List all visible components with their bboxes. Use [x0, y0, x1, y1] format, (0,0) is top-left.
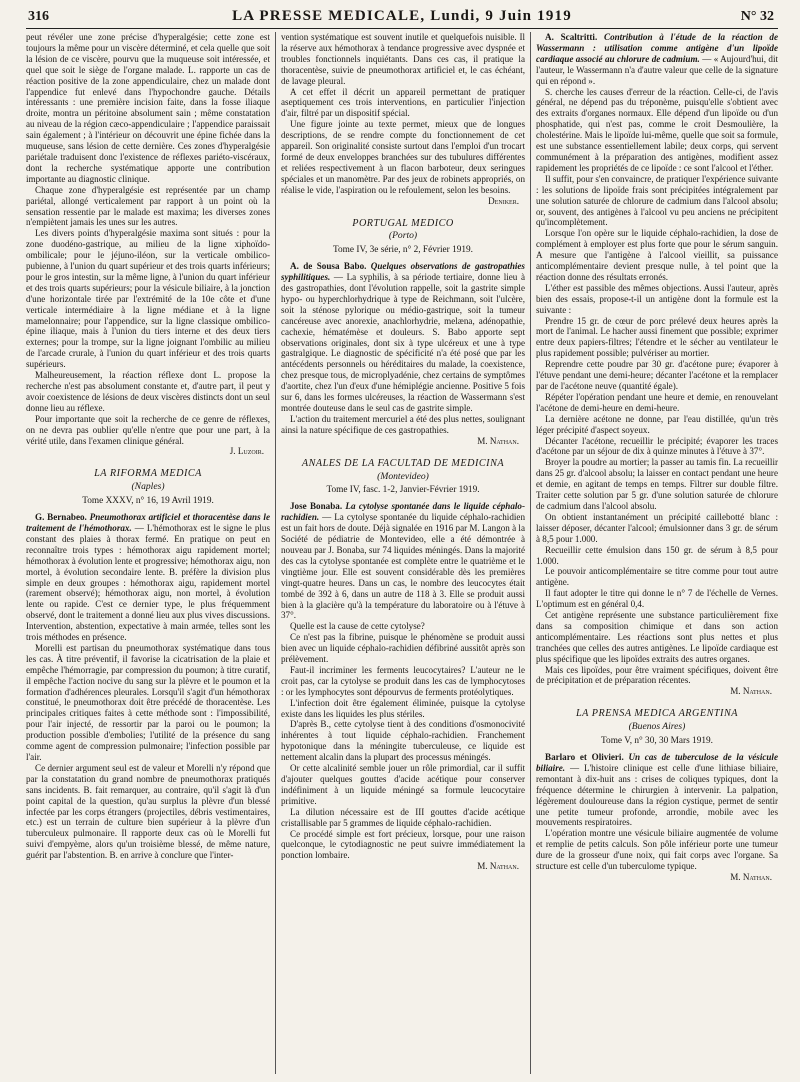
paragraph: Pour importante que soit la recherche de ce genre de réflexes, on ne devra pas oublier qu'elle n'entre que pour une part, à la vérité utile, dans l'examen clinique général.	[26, 413, 270, 446]
paragraph: Quelle est la cause de cette cytolyse?	[290, 621, 425, 632]
paragraph: On obtient instantanément un précipité caillebotté blanc : laisser déposer, décanter l'alcool; émulsionner dans 3 gr. de sérum à 8,5 pour 1.000.	[536, 511, 778, 544]
article-author: Barlaro et Olivieri.	[545, 752, 624, 762]
article-paragraph	[536, 752, 778, 828]
journal-issue: Tome V, n° 30, 30 Mars 1919.	[601, 736, 713, 747]
paragraph: Il suffit, pour s'en convaincre, de pratiquer l'expérience suivante : les solutions de lipoïde frais sont précipitées intégralement par une solution saturée de chlorure de cadmium dans l'alcool absolu; or, souvent, des antigènes à l'alcool vu peu anciens ne précipitent qu'incomplètement.	[536, 173, 778, 228]
signature: J. Luzoir.	[229, 446, 264, 457]
paragraph: Le pouvoir anticomplémentaire se titre comme pour tout autre antigène.	[536, 566, 778, 588]
paragraph: Cet antigène représente une substance particulièrement fixe dans sa composition chimique et dans son action anticomplémentaire. Les réactions sont plus nettes et plus tranchées que celles des autres antigènes. Le lipoïde cardiaque est plus spécifique que les lipoïdes extraits des autres organes.	[536, 610, 778, 664]
column-divider	[530, 32, 531, 1074]
journal-title: ANALES DE LA FACULTAD DE MEDICINA	[301, 457, 505, 469]
paragraph: L'infection doit être également éliminée, puisque la cytolyse existe dans les liquides les plus stériles.	[281, 697, 525, 719]
paragraph: Ce procédé simple est fort précieux, lorsque, pour une raison quelconque, le cytodiagnostic ne peut suivre immédiatement la ponction lombaire.	[281, 828, 525, 861]
page-number: 316	[28, 9, 49, 24]
article-author: A. Scaltritti.	[545, 32, 598, 42]
paragraph: Décanter l'acétone, recueillir le précipité; évaporer les traces d'acétone par un séjour de dix à quinze minutes à l'étuve à 37°.	[536, 435, 778, 457]
paragraph: A cet effet il décrit un appareil permettant de pratiquer aseptiquement ces trois interventions, en particulier l'injection d'air, filtré par un dispositif spécial.	[281, 86, 525, 119]
signature: M. Nathan.	[730, 686, 772, 697]
journal-issue: Tome XXXV, n° 16, 19 Avril 1919.	[82, 496, 214, 507]
article-paragraph	[536, 32, 778, 87]
paragraph: Répéter l'opération pendant une heure et demie, en renouvelant l'acétone de demi-heure en demi-heure.	[536, 391, 778, 413]
article-title: Pneumothorax artificiel et thoracentèse dans le traitement de l'hémothorax.	[26, 512, 270, 533]
paragraph: Morelli est partisan du pneumothorax systématique dans tous les cas. À titre préventif, il favorise la cicatrisation de la plaie et empêche l'hémorragie, par compression du poumon; à titre curatif, il empêche l'action nocive du sang sur la plèvre et le poumon et la formation d'adhérences pleurales. Lorsqu'il s'agit d'un hémothorax constitué, le pneumothorax doit être précédé de thoracentèse. Les principales critiques faites à cette méthode sont : l'impossibilité, pour l'air injecté, de ressortir par la paroi ou le poumon; la production possible d'embolies; l'utilité de la présence du sang comme agent de compression pulmonaire; l'infection possible par l'air.	[26, 642, 270, 762]
signature: M. Nathan.	[477, 861, 519, 872]
paragraph: Chaque zone d'hyperalgésie est représentée par un champ pariétal, allongé verticalement par rapport à un point où la sensation ressentie par le malade est maxima; les diverses zones n'empiètent jamais les unes sur les autres.	[26, 184, 270, 228]
issue-number: N° 32	[740, 9, 774, 24]
paragraph: L'éther est passible des mêmes objections. Aussi l'auteur, après bien des essais, propose-t-il un antigène dont la formule est la suivante :	[536, 282, 778, 315]
paragraph: Une figure jointe au texte permet, mieux que de longues descriptions, de se rendre compte du fonctionnement de cet appareil. Son originalité consiste surtout dans l'emploi d'un trocart formé de deux enveloppes branchées sur des tubulures différentes et reliées respectivement à un flacon barboteur, deux seringues spéciales et un manomètre. Par des jeux de robinets appropriés, on réalise le vide, l'aspiration ou le refoulement, selon les besoins.	[281, 119, 525, 195]
paragraph: Mais ces lipoïdes, pour être vraiment spécifiques, doivent être de précipitation et de préparation récentes.	[536, 664, 778, 686]
journal-city: (Porto)	[388, 230, 418, 242]
journal-issue: Tome IV, fasc. 1-2, Janvier-Février 1919.	[326, 485, 480, 496]
page-header	[26, 6, 778, 29]
paragraph: Il faut adopter le titre qui donne le n° 7 de l'échelle de Vernes. L'optimum est en général 0,4.	[536, 588, 778, 610]
article-author: Jose Bonaba.	[290, 501, 343, 512]
article-text: — La cytolyse spontanée du liquide céphalo-rachidien est un fait hors de doute. Déjà signalée en 1916 par M. Langon à la Société de pédiatrie de Montevideo, elle a été démontrée à nouveau par J. Bonaba, sur 74 liquides méningés. Dans la majorité des cas la cytolyse spontanée est complète entre le quatrième et le vingtième jour. Elle est souvent considérable dès les premières vingt-quatre heures. Dans un cas, le nombre des leucocytes était tombé de 392 à 6, dans un autre de 118 à 3. Elle se produit aussi bien à la glacière qu'à la température du laboratoire ou à l'étuve à 37°.	[281, 512, 525, 621]
article-paragraph	[26, 512, 270, 643]
paragraph: vention systématique est souvent inutile et quelquefois nuisible. Il la réserve aux hémothorax à tendance progressive avec dyspnée et troubles fonctionnels inquiétants. Dans ces cas, il pratique la thoracentèse, suivie de pneumothorax artificiel et, le cas échéant, de lavage pleural.	[281, 32, 525, 86]
paragraph: Broyer la poudre au mortier; la passer au tamis fin. La recueillir dans 25 gr. d'alcool absolu; la laisser en contact pendant une heure et demie, en agitant de temps en temps. Filtrer sur double filtre. Traiter cette solution par 5 gr. d'une solution saturée de chlorure de cadmium dans l'alcool absolu.	[536, 457, 778, 511]
article-text: — La syphilis, à sa période tertiaire, donne lieu à des gastropathies, dont l'évolution rappelle, soit la gastrite simple hypo- ou hyperchlorhydrique à type de Reichmann, soit l'ulcère, soit la sténose pylorique ou médio-gastrique, soit la tumeur cancéreuse avec anorexie, anachlorhydrie, melæna, adénopathie, cachexie, hématémèse et douleurs. S. Babo apporte sept observations originales, dont six à type ulcéreux et une à type gastralgique. Le diagnostic de spécificité n'a été posé que par les antécédents personnels ou héréditaires du malade, la coexistence, chez presque tous, de microplyadénie, chez certains de symptômes d'aortite, chez l'un d'eux d'une hémiplégie ancienne. Positive 5 fois sur 6, dans les formes ulcéreuses, la réaction de Wassermann s'est montrée douteuse dans le seul cas de gastrite simple.	[281, 272, 525, 413]
journal-title: LA PRENSA MEDICA ARGENTINA	[576, 708, 738, 720]
paragraph: La dilution nécessaire est de III gouttes d'acide acétique cristallisable par 5 grammes de liquide céphalo-rachidien.	[281, 806, 525, 828]
journal-city: (Naples)	[131, 481, 165, 493]
article-author: A. de Sousa Babo.	[290, 261, 367, 272]
article-text: — L'hémothorax est le signe le plus constant des plaies à thorax fermé. En pratique on peut en reconnaître trois types : hémothorax aigu rapidement mortel; hémothorax à évolution lente et progressive; hémothorax aigu, non mortel, à évolution secondaire lente. B. préfère la division plus simple en deux groupes : hémothorax aigu, rapidement mortel (rarement observé); hémothorax aigu, non mortel, à évolution lente ou rapide. C'est ce dernier type, le plus fréquemment observé, dont le traitement a donné lieu aux plus vives discussions. Intervention, abstention, expectative à main armée, telles sont les trois méthodes en présence.	[26, 522, 270, 643]
paragraph: Reprendre cette poudre par 30 gr. d'acétone pure; évaporer à l'étuve pendant une demi-heure; décanter l'acétone et la remplacer par de l'acétone neuve (quantité égale).	[536, 359, 778, 391]
signature: M. Nathan.	[730, 871, 772, 882]
article-text: — L'histoire clinique est celle d'une lithiase biliaire, remontant à dix-huit ans : crises de coliques typiques, dont la fréquence détermine le chirurgien à intervenir. La palpation, légèrement douloureuse dans la région cystique, permet de sentir une petite tumeur profonde, arrondie, mobile avec les mouvements respiratoires.	[536, 762, 778, 828]
newspaper-title: LA PRESSE MEDICALE, Lundi, 9 Juin 1919	[232, 8, 572, 24]
paragraph: S. cherche les causes d'erreur de la réaction. Celle-ci, de l'avis général, ne dépend pas du tréponème, puisqu'elle s'obtient avec des extraits d'organes normaux. Elle dépend d'un lipoïde ou d'un phosphatide, qui n'est pas, comme le croit Desmoulière, la cholestérine. Mais le lipoïde lui-même, quelle que soit sa formule, est une substance essentiellement labile; deux corps, qui servent communément à la préparation des antigènes, modifient assez rapidement les propriétés de ce lipoïde : ce sont l'alcool et l'éther.	[536, 86, 778, 173]
journal-city: (Buenos Aires)	[628, 721, 686, 733]
journal-issue: Tome IV, 3e série, n° 2, Février 1919.	[333, 245, 473, 256]
article-title: La cytolyse spontanée dans le liquide céphalo-rachidien.	[281, 501, 525, 523]
paragraph: Ce n'est pas la fibrine, puisque le phénomène se produit aussi bien avec un liquide céphalo-rachidien défibriné aussitôt après son prélèvement.	[281, 632, 525, 665]
paragraph: Faut-il incriminer les ferments leucocytaires? L'auteur ne le croit pas, car la cytolyse se produit dans les cas de lymphocytoses : or les lymphocytes sont dépourvus de ferments protéolytiques.	[281, 664, 525, 697]
journal-title: LA RIFORMA MEDICA	[94, 468, 202, 480]
paragraph: Recueillir cette émulsion dans 150 gr. de sérum à 8,5 pour 1.000.	[536, 544, 778, 566]
column-2	[281, 32, 525, 1074]
column-3	[536, 32, 778, 1074]
paragraph: La dernière acétone ne donne, par l'eau distillée, qu'un très léger précipité d'aspect soyeux.	[536, 413, 778, 435]
newspaper-page	[26, 6, 778, 1076]
column-1	[26, 32, 270, 1074]
paragraph: L'action du traitement mercuriel a été des plus nettes, soulignant ainsi la nature spécifique de ces gastropathies.	[281, 413, 525, 435]
paragraph: Malheureusement, la réaction réflexe dont L. propose la recherche n'est pas absolument constante et, d'autre part, il peut y avoir coexistence de lésions de deux viscères distincts dont un seul donne lieu au réflexe.	[26, 370, 270, 413]
paragraph: Les divers points d'hyperalgésie maxima sont situés : pour la zone duodéno-gastrique, au milieu de la ligne xiphoïdo-ombilicale; pour le jéjuno-iléon, sur la verticale ombilico-pubienne, à l'union du quart supérieur et des trois quarts inférieurs; pour le gros intestin, sur la même ligne, à l'union du quart inférieur et des trois quarts supérieurs; pour la vésicule biliaire, à la jonction d'une horizontale tirée par l'extrémité de la 10e côte et d'une verticale intermédiaire à la ligne médiane et à la ligne mamelonnaire; pour l'appendice, sur la ligne classique ombilico-épine iliaque, mais à l'union du tiers interne et des deux tiers externes; pour la trompe, sur la ligne joignant l'ombilic au milieu de l'arcade crurale, à l'union du quart inférieur et des trois quarts supérieurs.	[26, 228, 270, 370]
paragraph: Or cette alcalinité semble jouer un rôle primordial, car il suffit d'ajouter quelques gouttes d'acide acétique pour conserver indéfiniment à un liquide méningé sa formule leucocytaire primitive.	[281, 763, 525, 806]
paragraph: Lorsque l'on opère sur le liquide céphalo-rachidien, la dose de complément à employer est plus forte que pour le sérum sanguin. A mesure que l'antigène à l'alcool vieillit, sa puissance anticomplémentaire devient presque nulle, à tel point que la réaction donne des résultats erronés.	[536, 228, 778, 282]
article-title: Quelques observations de gastropathies syphilitiques.	[281, 261, 525, 283]
article-author: G. Bernabeo.	[35, 512, 87, 523]
paragraph: L'opération montre une vésicule biliaire augmentée de volume et remplie de petits calculs. Son pôle inférieur porte une tumeur dure de la grosseur d'une noix, qui fait corps avec l'organe. Sa structure est celle d'un tuberculome typique.	[536, 828, 778, 872]
paragraph: peut révéler une zone précise d'hyperalgésie; cette zone est toujours la même pour un viscère déterminé, et cela quelle que soit la lésion de ce viscère, pourvu que la muqueuse soit intéressée, et quel que soit le siège de l'organe malade. L. rapporte un cas de réaction positive de la zone appendiculaire, chez un malade dont l'appendice fut enlevé dans l'hypochondre gauche. Détails intéressants : une première incision faite, dans la fosse iliaque droite, montra un péritoine absolument sain ; même constatation au niveau de la région cæco-appendiculaire ; l'appendice paraissait sain également ; à l'intérieur on découvrit une épine fichée dans la muqueuse, sans lésion de cette dernière. Ces zones d'hyperalgésie pariétale traduisent donc l'existence de réflexes pariéto-viscéraux, dont la recherche systématique apporte une contribution importante au diagnostic clinique.	[26, 32, 270, 184]
article-text: — « Aujourd'hui, dit l'auteur, le Wassermann n'a d'autre valeur que celle de la signature qui en répond ».	[536, 53, 778, 86]
paragraph: D'après B., cette cytolyse tient à des conditions d'osmonocivité inhérentes à tout liquide céphalo-rachidien. Franchement hypotonique dans la méningite tuberculeuse, ce liquide est nettement alcalin dans la plupart des processus méningés.	[281, 719, 525, 763]
text-columns	[26, 32, 778, 1074]
article-paragraph	[281, 261, 525, 414]
article-paragraph	[281, 501, 525, 621]
signature: Deniker.	[488, 195, 519, 206]
signature: M. Nathan.	[477, 435, 519, 446]
journal-title: PORTUGAL MEDICO	[352, 217, 454, 229]
journal-city: (Montevideo)	[377, 470, 429, 482]
paragraph: Ce dernier argument seul est de valeur et Morelli n'y répond que par la constatation du grand nombre de pneumothorax pratiqués sans incidents. B. fait remarquer, au contraire, qu'il s'agit là d'un point capital de la question, qu'au surplus la plèvre d'un blessé infectée par les corps étrangers (projectiles, débris vestimentaires, etc.) est un terrain de culture bien supérieur à la plèvre d'un tuberculeux pulmonaire. Il rapporte deux cas où le Morelli fut suivi d'empyème, alors qu'un troisième blessé, de même nature, guérit par l'abstention. B. en arrive à conclure que l'inter-	[26, 762, 270, 861]
article-title: Contribution à l'étude de la réaction de Wassermann : utilisation comme antigène d'un lipoïde cardiaque associé au chlorure de cadmium.	[536, 32, 778, 64]
column-divider	[275, 32, 276, 1074]
article-title: Un cas de tuberculose de la vésicule biliaire.	[536, 752, 778, 773]
paragraph: Prendre 15 gr. de cœur de porc prélevé deux heures après la mort de l'animal. Le hacher aussi finement que possible; exprimer entre deux papiers-filtres; l'étendre et le sécher au ventilateur le plus rapidement possible; pulvériser au mortier.	[536, 315, 778, 359]
